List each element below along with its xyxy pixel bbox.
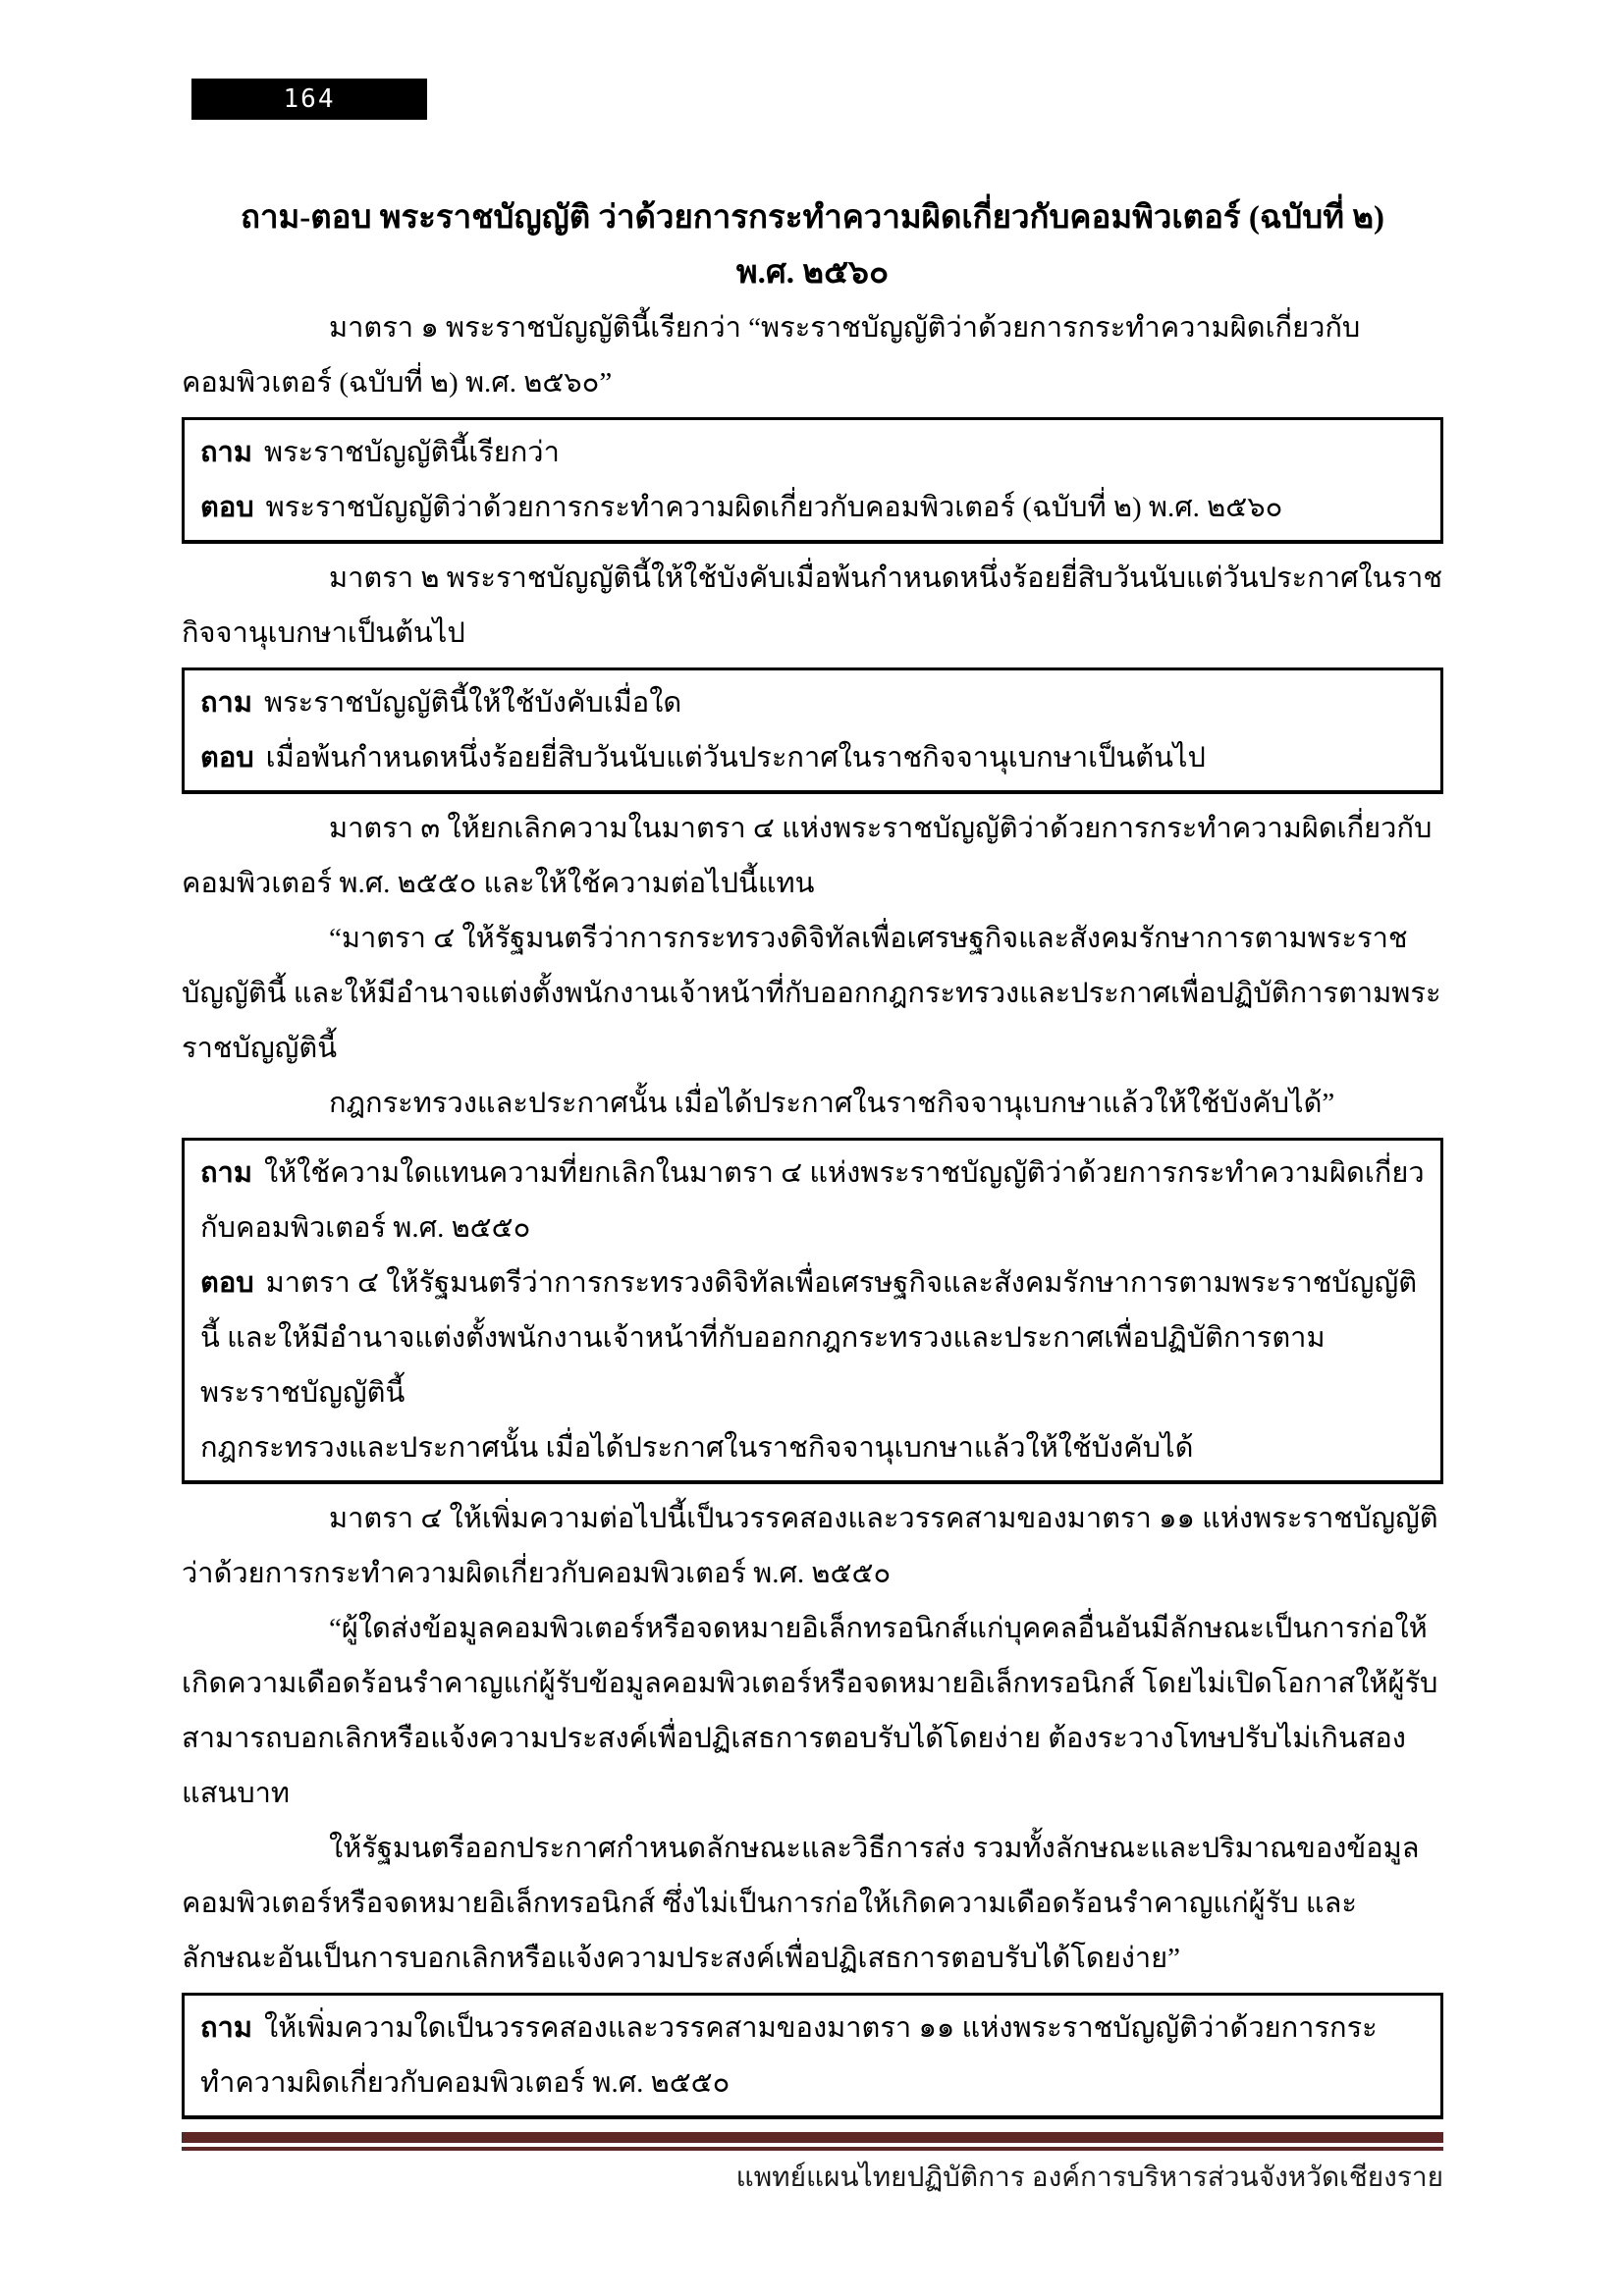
page-number: 164 [283,84,336,114]
page-content [182,0,1443,2126]
paragraph-section-4-quote-1: “ผู้ใดส่งข้อมูลคอมพิวเตอร์หรือจดหมายอิเล็กทรอนิกส์แก่บุคคลอื่นอันมีลักษณะเป็นการก่อให้เกิดความเดือดร้อนรำคาญแก่ผู้รับข้อมูลคอมพิวเตอร์หรือจดหมายอิเล็กทรอนิกส์ โดยไม่เปิดโอกาสให้ผู้รับสามารถบอกเลิกหรือแจ้งความประสงค์เพื่อปฏิเสธการตอบรับได้โดยง่าย ต้องระวางโทษปรับไม่เกินสองแสนบาท [182,1613,1438,1809]
qa1-question-text: พระราชบัญญัตินี้เรียกว่า [263,437,560,468]
qa-box-2 [182,667,1443,794]
document-title: ถาม-ตอบ พระราชบัญญัติ ว่าด้วยการกระทำความผิดเกี่ยวกับคอมพิวเตอร์ (ฉบับที่ ๒) [241,200,1384,236]
qa-box-1 [182,417,1443,544]
answer-label: ตอบ [200,742,254,774]
qa3-answer-continuation-2: กฎกระทรวงและประกาศนั้น เมื่อได้ประกาศในราชกิจจานุเบกษาแล้วให้ใช้บังคับได้ [200,1432,1194,1464]
paragraph-section-4-quote-2: ให้รัฐมนตรีออกประกาศกำหนดลักษณะและวิธีการส่ง รวมทั้งลักษณะและปริมาณของข้อมูลคอมพิวเตอร์หรือจดหมายอิเล็กทรอนิกส์ ซึ่งไม่เป็นการก่อให้เกิดความเดือดร้อนรำคาญแก่ผู้รับ และลักษณะอันเป็นการบอกเลิกหรือแจ้งความประสงค์เพื่อปฏิเสธการตอบรับได้โดยง่าย” [182,1833,1420,1974]
question-label: ถาม [200,687,252,719]
paragraph-section-1: มาตรา ๑ พระราชบัญญัตินี้เรียกว่า “พระราชบัญญัติว่าด้วยการกระทำความผิดเกี่ยวกับคอมพิวเตอร์ (ฉบับที่ ๒) พ.ศ. ๒๕๖๐” [182,312,1361,399]
qa1-answer-line [200,480,1425,535]
answer-label: ตอบ [200,492,254,523]
question-label: ถาม [200,437,252,468]
qa3-answer-line [200,1255,1425,1365]
paragraph-section-3-quote-2: กฎกระทรวงและประกาศนั้น เมื่อได้ประกาศในราชกิจจานุเบกษาแล้วให้ใช้บังคับได้” [329,1088,1335,1119]
qa2-answer-text: เมื่อพ้นกำหนดหนึ่งร้อยยี่สิบวันนับแต่วันประกาศในราชกิจจานุเบกษาเป็นต้นไป [265,742,1206,774]
qa3-answer-text: มาตรา ๔ ให้รัฐมนตรีว่าการกระทรวงดิจิทัลเพื่อเศรษฐกิจและสังคมรักษาการตามพระราชบัญญัตินี้ และให้มีอำนาจแต่งตั้งพนักงานเจ้าหน้าที่กับออกกฎกระทรวงและประกาศเพื่อปฏิบัติการตาม [200,1267,1418,1354]
qa-box-4 [182,1993,1443,2119]
qa2-answer-line [200,730,1425,785]
qa4-question-line [200,2001,1425,2110]
page-footer [182,2132,1443,2204]
qa1-question-line [200,425,1425,480]
qa3-question-line [200,1146,1425,1255]
qa3-answer-continuation-1: พระราชบัญญัตินี้ [200,1377,406,1409]
paragraph-section-4: มาตรา ๔ ให้เพิ่มความต่อไปนี้เป็นวรรคสองและวรรคสามของมาตรา ๑๑ แห่งพระราชบัญญัติว่าด้วยการกระทำความผิดเกี่ยวกับคอมพิวเตอร์ พ.ศ. ๒๕๕๐ [182,1503,1438,1589]
qa-box-3 [182,1138,1443,1484]
document-subtitle: พ.ศ. ๒๕๖๐ [735,255,890,291]
footer-rule-thin [182,2147,1443,2151]
qa4-question-text: ให้เพิ่มความใดเป็นวรรคสองและวรรคสามของมาตรา ๑๑ แห่งพระราชบัญญัติว่าด้วยการกระทำความผิดเกี่ยวกับคอมพิวเตอร์ พ.ศ. ๒๕๕๐ [200,2012,1378,2099]
qa3-question-text: ให้ใช้ความใดแทนความที่ยกเลิกในมาตรา ๔ แห่งพระราชบัญญัติว่าด้วยการกระทำความผิดเกี่ยวกับคอมพิวเตอร์ พ.ศ. ๒๕๕๐ [200,1157,1425,1244]
answer-label: ตอบ [200,1267,254,1299]
question-label: ถาม [200,1157,252,1189]
paragraph-section-2: มาตรา ๒ พระราชบัญญัตินี้ให้ใช้บังคับเมื่อพ้นกำหนดหนึ่งร้อยยี่สิบวันนับแต่วันประกาศในราชกิจจานุเบกษาเป็นต้นไป [182,562,1443,649]
footer-text: แพทย์แผนไทยปฏิบัติการ องค์การบริหารส่วนจังหวัดเชียงราย [735,2163,1443,2193]
paragraph-section-3-quote-1: “มาตรา ๔ ให้รัฐมนตรีว่าการกระทรวงดิจิทัลเพื่อเศรษฐกิจและสังคมรักษาการตามพระราชบัญญัตินี้ และให้มีอำนาจแต่งตั้งพนักงานเจ้าหน้าที่กับออกกฎกระทรวงและประกาศเพื่อปฏิบัติการตามพระราชบัญญัตินี้ [182,923,1441,1064]
paragraph-section-3: มาตรา ๓ ให้ยกเลิกความในมาตรา ๔ แห่งพระราชบัญญัติว่าด้วยการกระทำความผิดเกี่ยวกับคอมพิวเตอร์ พ.ศ. ๒๕๕๐ และให้ใช้ความต่อไปนี้แทน [182,813,1433,899]
page-number-badge [191,79,427,120]
qa1-answer-text: พระราชบัญญัติว่าด้วยการกระทำความผิดเกี่ยวกับคอมพิวเตอร์ (ฉบับที่ ๒) พ.ศ. ๒๕๖๐ [265,492,1283,523]
qa2-question-line [200,675,1425,730]
footer-rule-thick [182,2132,1443,2143]
qa2-question-text: พระราชบัญญัตินี้ให้ใช้บังคับเมื่อใด [263,687,682,719]
question-label: ถาม [200,2012,252,2044]
